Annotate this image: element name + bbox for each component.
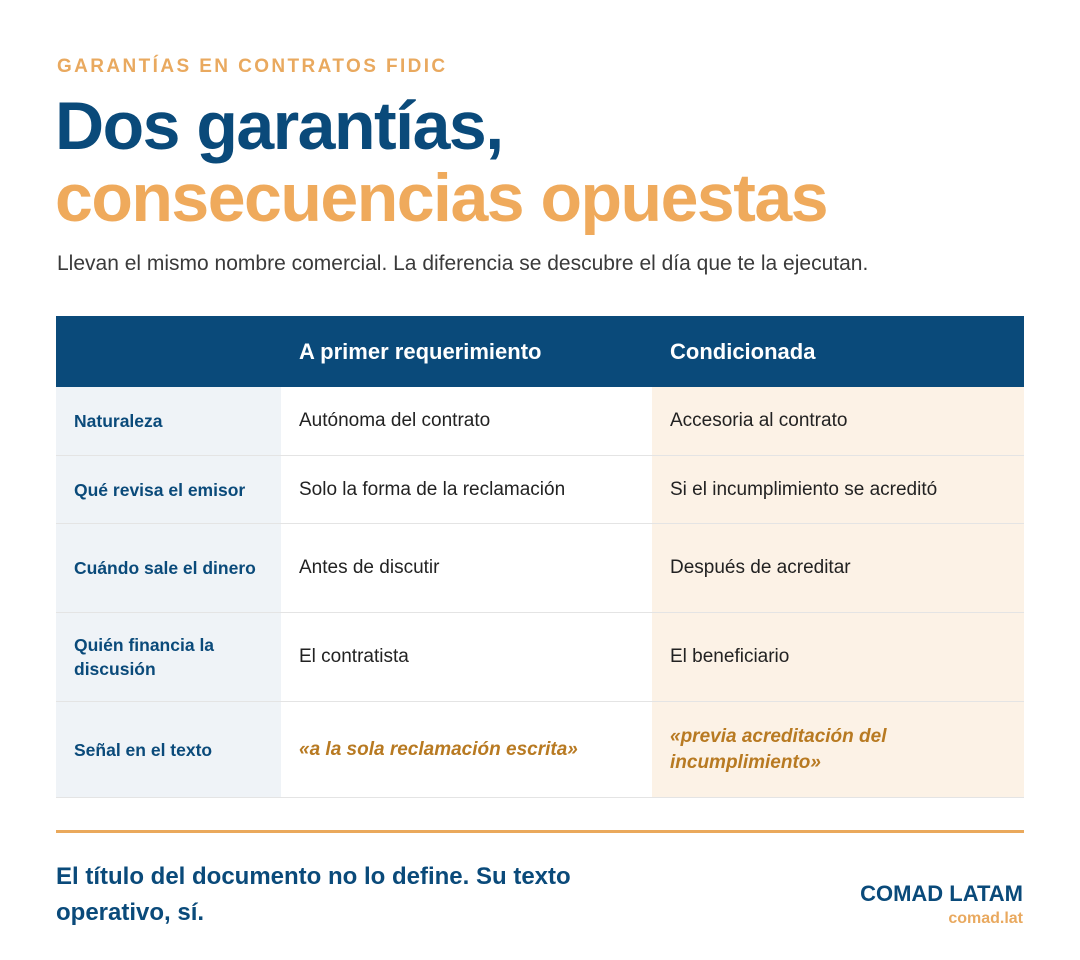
row-label: Cuándo sale el dinero: [56, 524, 281, 612]
first-demand-cell: El contratista: [281, 613, 652, 701]
comparison-table: [56, 316, 1024, 798]
title-line-1: Dos garantías,: [55, 88, 503, 164]
row-label: Señal en el texto: [56, 702, 281, 797]
table-row: [56, 613, 1024, 702]
conditional-cell: [652, 702, 1024, 797]
title-line-2: consecuencias opuestas: [55, 160, 828, 236]
header-cell-conditional: Condicionada: [670, 338, 816, 364]
row-label: Qué revisa el emisor: [56, 456, 281, 523]
eyebrow-label: GARANTÍAS EN CONTRATOS FIDIC: [57, 56, 448, 77]
table-header: [56, 316, 1024, 387]
brand-name: COMAD LATAM: [860, 881, 1023, 906]
conditional-cell: Después de acreditar: [652, 524, 1024, 612]
header-cell-first-demand: A primer requerimiento: [299, 338, 542, 364]
brand-block: [860, 880, 1023, 930]
brand-url[interactable]: comad.lat: [948, 910, 1023, 927]
footer-divider: [56, 830, 1024, 833]
first-demand-cell: Antes de discutir: [281, 524, 652, 612]
page-title: [55, 90, 827, 234]
subtitle: Llevan el mismo nombre comercial. La diferencia se descubre el día que te la ejecutan.: [57, 252, 869, 275]
row-label: Naturaleza: [56, 387, 281, 455]
table-row: [56, 387, 1024, 456]
conditional-cell: Accesoria al contrato: [652, 387, 1024, 455]
first-demand-cell: Autónoma del contrato: [281, 387, 652, 455]
conditional-cell: Si el incumplimiento se acreditó: [652, 456, 1024, 523]
footer-statement: El título del documento no lo define. Su texto operativo, sí.: [56, 863, 571, 926]
row-label: Quién financia la discusión: [56, 613, 281, 701]
table-row: [56, 524, 1024, 613]
first-demand-cell: Solo la forma de la reclamación: [281, 456, 652, 523]
table-row: [56, 456, 1024, 524]
clause-signal-quote: «previa acreditación del incumplimiento»: [670, 725, 887, 773]
conditional-cell: El beneficiario: [652, 613, 1024, 701]
clause-signal-quote: «a la sola reclamación escrita»: [299, 738, 578, 760]
first-demand-cell: [281, 702, 652, 797]
table-row: [56, 702, 1024, 798]
